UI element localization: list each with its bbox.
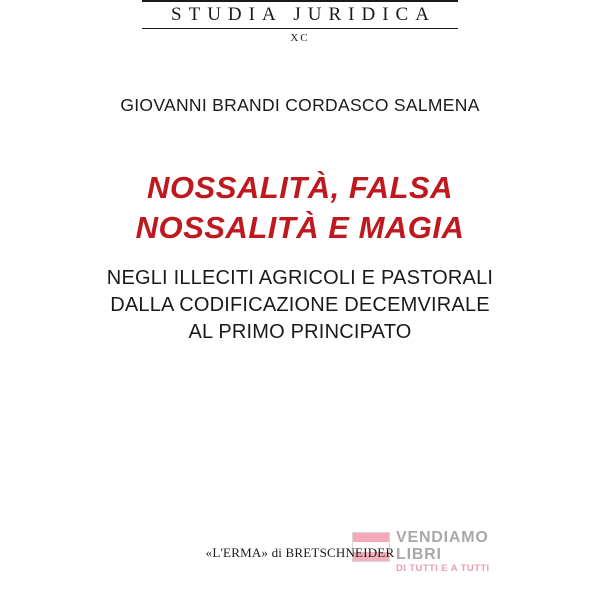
publisher-middle: di: [268, 545, 286, 560]
book-subtitle-line-2: DALLA CODIFICAZIONE DECEMVIRALE: [110, 294, 490, 316]
publisher-imprint: [0, 545, 600, 561]
book-title-line-2: NOSSALITÀ E MAGIA: [135, 210, 465, 245]
series-rule-bottom: [142, 28, 458, 29]
publisher-prefix: «L'ERMA»: [205, 545, 269, 560]
book-title: [0, 168, 600, 248]
series-number: XC: [290, 32, 310, 44]
watermark-line-3: DI TUTTI E A TUTTI: [396, 563, 490, 574]
book-subtitle: [0, 265, 600, 346]
book-subtitle-line-1: NEGLI ILLECITI AGRICOLI E PASTORALI: [106, 267, 494, 289]
book-subtitle-line-3: AL PRIMO PRINCIPATO: [188, 321, 412, 343]
watermark-line-1: VENDIAMO: [396, 529, 489, 546]
book-title-line-1: NOSSALITÀ, FALSA: [147, 170, 453, 205]
watermark-line-2: LIBRI: [396, 546, 442, 563]
author-name: GIOVANNI BRANDI CORDASCO SALMENA: [120, 95, 480, 115]
series-title: STUDIA JURIDICA: [171, 4, 436, 25]
series-header: [0, 0, 600, 44]
publisher-name: BRETSCHNEIDER: [285, 545, 395, 560]
